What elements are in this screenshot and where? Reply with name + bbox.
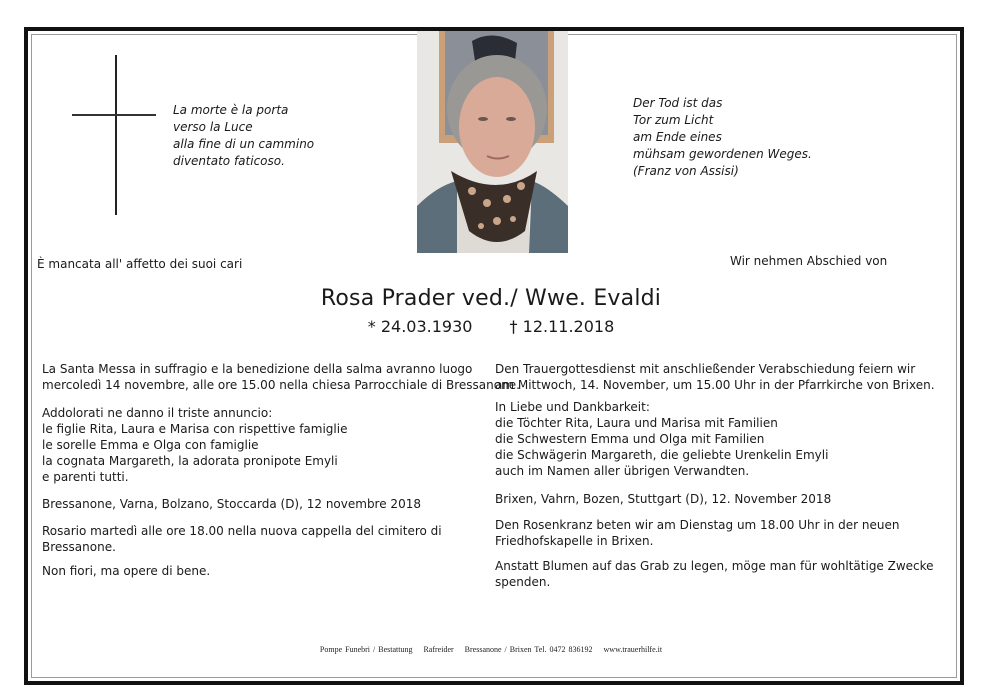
footer-company: Rafreider — [423, 645, 454, 654]
deceased-name: Rosa Prader ved./ Wwe. Evaldi — [320, 286, 662, 311]
funeral-home-footer — [0, 645, 982, 654]
death-date: † 12.11.2018 — [509, 317, 615, 336]
italian-rosary-info — [42, 523, 442, 555]
text-line: die Schwestern Emma und Olga mit Familien — [495, 432, 765, 446]
portrait-illustration — [417, 31, 568, 253]
italian-place-date — [42, 496, 421, 512]
verse-italian — [173, 102, 314, 170]
text-line: Non fiori, ma opere di bene. — [42, 564, 211, 578]
text-line: spenden. — [495, 575, 551, 589]
german-mourners — [495, 399, 828, 479]
text-line: Addolorati ne danno il triste annuncio: — [42, 406, 273, 420]
text-line: Den Rosenkranz beten wir am Dienstag um 18.00 Uhr in der neuen — [495, 518, 900, 532]
footer-location-phone: Bressanone / Brixen Tel. 0472 836192 — [464, 645, 593, 654]
text-line: Bressanone. — [42, 540, 116, 554]
verse-line: am Ende eines — [633, 130, 722, 144]
text-line: In Liebe und Dankbarkeit: — [495, 400, 650, 414]
verse-german — [633, 95, 812, 180]
text-line: Den Trauergottesdienst mit anschließender Verabschiedung feiern wir — [495, 362, 916, 376]
verse-line: verso la Luce — [173, 120, 253, 134]
german-rosary-info — [495, 517, 899, 549]
italian-flowers-note — [42, 563, 210, 579]
verse-line: La morte è la porta — [173, 103, 289, 117]
verse-attribution: (Franz von Assisi) — [633, 164, 739, 178]
text-line: Bressanone, Varna, Bolzano, Stoccarda (D), 12 novembre 2018 — [42, 497, 421, 511]
text-line: e parenti tutti. — [42, 470, 129, 484]
german-mass-info — [495, 361, 935, 393]
portrait-photo — [417, 31, 568, 253]
text-line: Rosario martedì alle ore 18.00 nella nuova cappella del cimitero di — [42, 524, 442, 538]
lead-text-italian: È mancata all' affetto dei suoi cari — [37, 257, 243, 271]
verse-line: mühsam gewordenen Weges. — [633, 147, 812, 161]
text-line: Brixen, Vahrn, Bozen, Stuttgart (D), 12. November 2018 — [495, 492, 832, 506]
text-line: Anstatt Blumen auf das Grab zu legen, möge man für wohltätige Zwecke — [495, 559, 934, 573]
text-line: le sorelle Emma e Olga con famiglie — [42, 438, 259, 452]
footer-service: Pompe Funebri / Bestattung — [319, 645, 413, 654]
text-line: auch im Namen aller übrigen Verwandten. — [495, 464, 750, 478]
footer-website[interactable]: www.trauerhilfe.it — [603, 645, 663, 654]
text-line: am Mittwoch, 14. November, um 15.00 Uhr in der Pfarrkirche von Brixen. — [495, 378, 935, 392]
verse-line: alla fine di un cammino — [173, 137, 315, 151]
text-line: La Santa Messa in suffragio e la benedizione della salma avranno luogo — [42, 362, 473, 376]
verse-line: diventato faticoso. — [173, 154, 285, 168]
birth-date: * 24.03.1930 — [367, 317, 473, 336]
cross-icon-vertical — [115, 55, 117, 215]
german-place-date — [495, 491, 831, 507]
verse-line: Tor zum Licht — [633, 113, 714, 127]
german-flowers-note — [495, 558, 934, 590]
text-line: die Töchter Rita, Laura und Marisa mit Familien — [495, 416, 778, 430]
verse-line: Der Tod ist das — [633, 96, 723, 110]
text-line: Friedhofskapelle in Brixen. — [495, 534, 654, 548]
face — [459, 77, 535, 177]
text-line: die Schwägerin Margareth, die geliebte Urenkelin Emyli — [495, 448, 829, 462]
italian-mass-info — [42, 361, 520, 393]
text-line: la cognata Margareth, la adorata pronipote Emyli — [42, 454, 338, 468]
life-dates — [0, 317, 982, 336]
text-line: mercoledì 14 novembre, alle ore 15.00 nella chiesa Parrocchiale di Bressanone. — [42, 378, 520, 392]
cross-icon-horizontal — [72, 114, 156, 116]
lead-text-german: Wir nehmen Abschied von — [730, 254, 888, 268]
italian-mourners — [42, 405, 347, 485]
text-line: le figlie Rita, Laura e Marisa con rispettive famiglie — [42, 422, 348, 436]
